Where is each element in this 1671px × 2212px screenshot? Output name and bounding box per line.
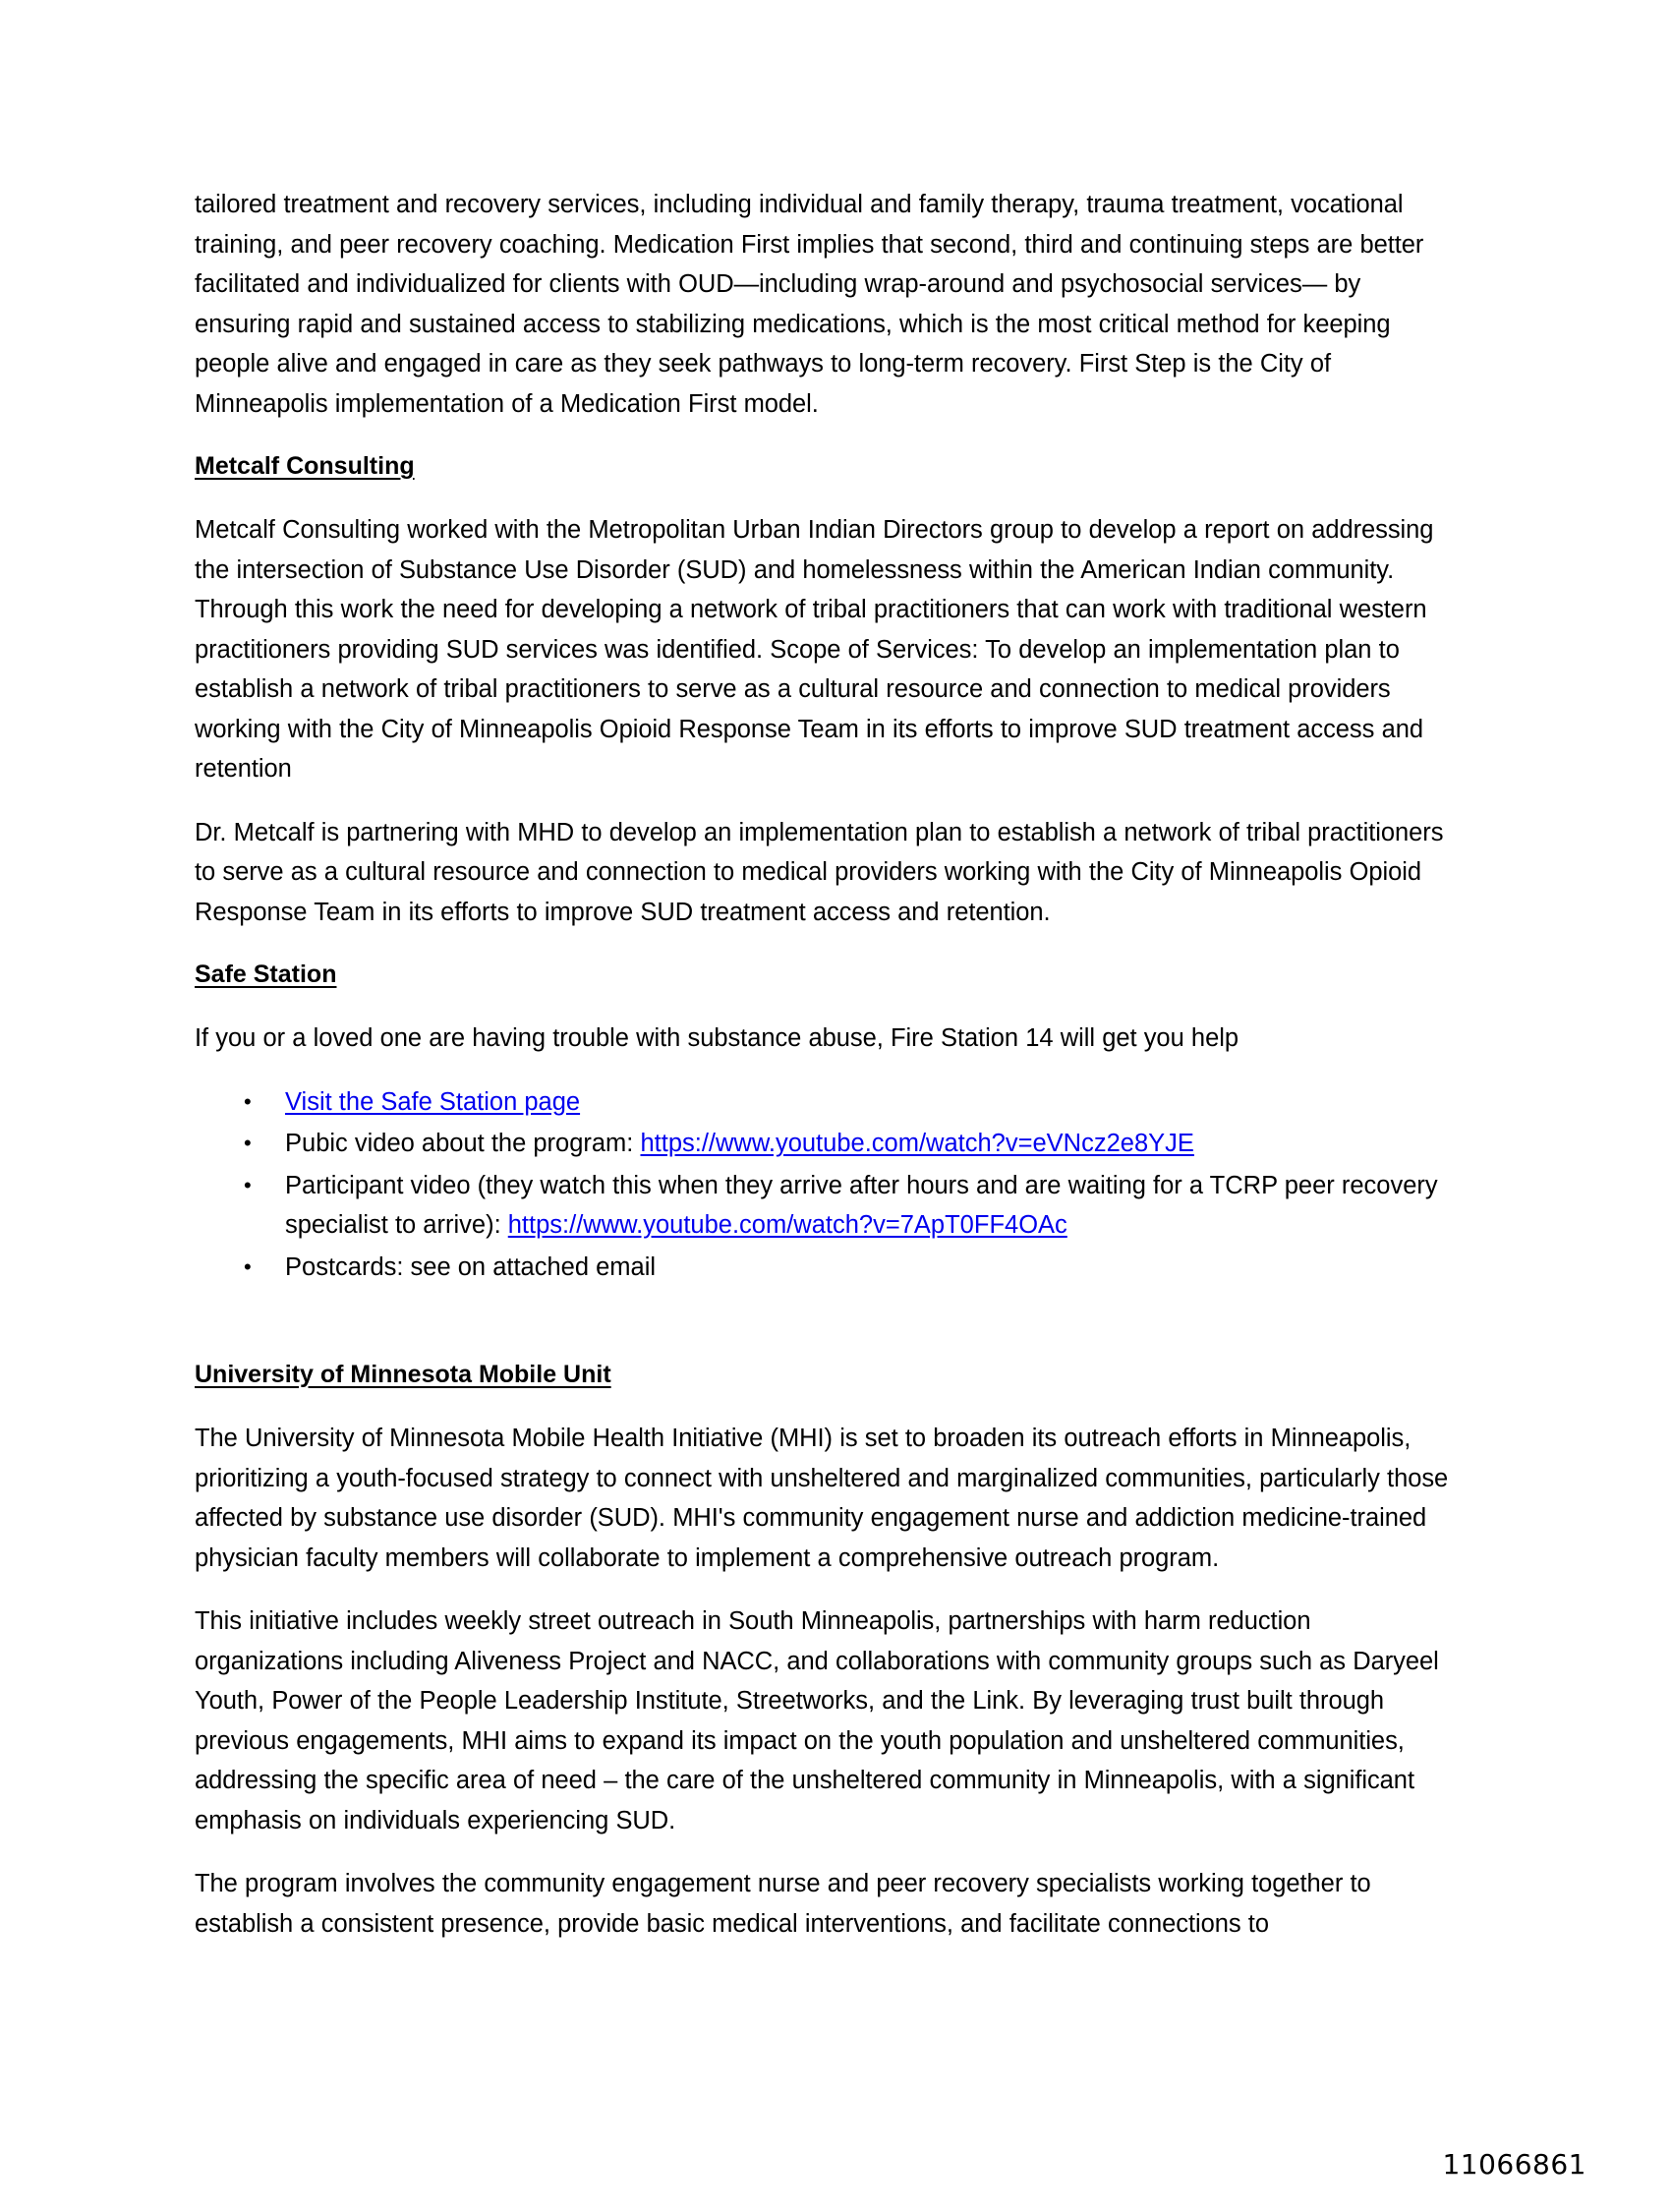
link-visit-safe-station-page[interactable]: Visit the Safe Station page: [285, 1087, 581, 1116]
list-item: [244, 1248, 1463, 1288]
safe-station-bullet-list: [195, 1082, 1463, 1288]
list-item: [244, 1082, 1463, 1123]
list-item: [244, 1166, 1463, 1246]
list-item-prefix: Participant video (they watch this when they arrive after hours and are waiting for a TCRP peer recovery specialist to arrive):: [285, 1171, 1438, 1239]
bullet-glyph: •: [244, 1088, 252, 1114]
list-item-prefix: Pubic video about the program:: [285, 1130, 641, 1157]
paragraph-umn-3: The program involves the community engagement nurse and peer recovery specialists working together to establish a consistent presence, provide basic medical interventions, and facilitate connections to: [195, 1870, 1371, 1938]
document-body: [195, 185, 1463, 1967]
section-heading-university-of-minnesota-mobile-unit: [195, 1356, 1463, 1393]
link-public-video-youtube[interactable]: https://www.youtube.com/watch?v=eVNcz2e8YJE: [640, 1130, 1194, 1157]
paragraph-umn-1: The University of Minnesota Mobile Health Initiative (MHI) is set to broaden its outreach efforts in Minneapolis, prioritizing a youth-focused strategy to connect with unsheltered and marginalized communities, particularly those affected by substance use disorder (SUD). MHI's community engagement nurse and addiction medicine-trained physician faculty members will collaborate to implement a comprehensive outreach program.: [195, 1425, 1449, 1572]
section-heading-text: Safe Station: [195, 960, 337, 988]
paragraph-metcalf-1: Metcalf Consulting worked with the Metropolitan Urban Indian Directors group to develop a report on addressing the intersection of Substance Use Disorder (SUD) and homelessness within the American Indian community. Through this work the need for developing a network of tribal practitioners that can work with traditional western practitioners providing SUD services was identified. Scope of Services: To develop an implementation plan to establish a network of tribal practitioners to serve as a cultural resource and connection to medical providers working with the City of Minneapolis Opioid Response Team in its efforts to improve SUD treatment access and retention: [195, 516, 1434, 783]
paragraph-umn-2: This initiative includes weekly street outreach in South Minneapolis, partnerships with harm reduction organizations including Aliveness Project and NACC, and collaborations with community groups such as Daryeel Youth, Power of the People Leadership Institute, Streetworks, and the Link. By leveraging trust built through previous engagements, MHI aims to expand its impact on the youth population and unsheltered communities, addressing the specific area of need – the care of the unsheltered community in Minneapolis, with a significant emphasis on individuals experiencing SUD.: [195, 1607, 1439, 1834]
section-spacer: [195, 1303, 1463, 1344]
link-participant-video-youtube[interactable]: https://www.youtube.com/watch?v=7ApT0FF4OAc: [507, 1211, 1067, 1239]
section-heading-metcalf-consulting: [195, 447, 1463, 485]
list-item: [244, 1124, 1463, 1164]
bullet-glyph: •: [244, 1253, 252, 1279]
bullet-glyph: •: [244, 1172, 252, 1197]
footer-page-number: 11066861: [1442, 2148, 1586, 2181]
section-heading-text: University of Minnesota Mobile Unit: [195, 1361, 611, 1388]
list-item-prefix: Postcards: see on attached email: [285, 1252, 657, 1281]
bullet-glyph: •: [244, 1131, 252, 1155]
paragraph-metcalf-2: Dr. Metcalf is partnering with MHD to develop an implementation plan to establish a network of tribal practitioners to serve as a cultural resource and connection to medical providers working with the City of Minneapolis Opioid Response Team in its efforts to improve SUD treatment access and retention.: [195, 818, 1444, 926]
paragraph-intro-continued: tailored treatment and recovery services, including individual and family therapy, trauma treatment, vocational training, and peer recovery coaching. Medication First implies that second, third and continuing steps are better facilitated and individualized for clients with OUD—including wrap-around and psychosocial services— by ensuring rapid and sustained access to stabilizing medications, which is the most critical method for keeping people alive and engaged in care as they seek pathways to long-term recovery. First Step is the City of Minneapolis implementation of a Medication First model.: [195, 191, 1424, 418]
section-heading-safe-station: [195, 956, 1463, 993]
paragraph-safe-station-1: If you or a loved one are having trouble with substance abuse, Fire Station 14 will get you help: [195, 1024, 1239, 1052]
section-heading-text: Metcalf Consulting: [195, 452, 415, 480]
